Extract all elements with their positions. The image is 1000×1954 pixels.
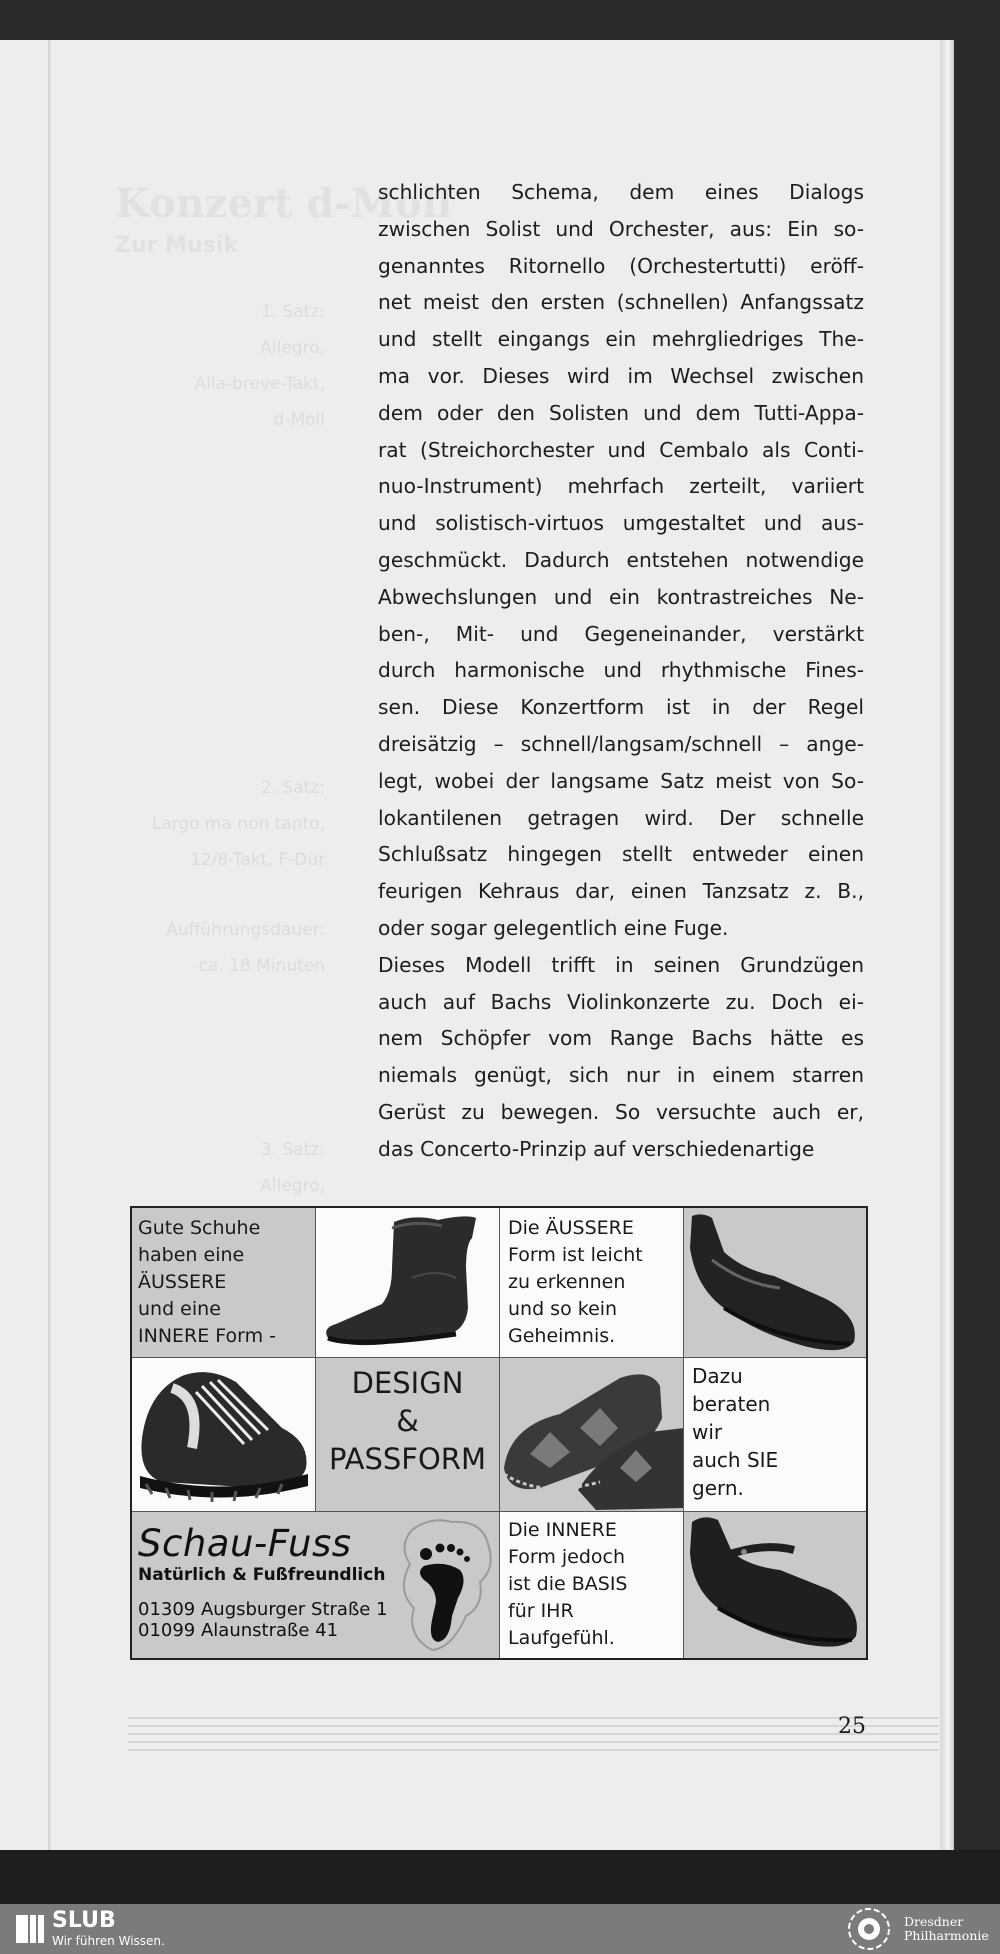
body-text-line: geschmückt. Dadurch entstehen notwendige — [378, 547, 864, 572]
ad-intro-cell — [132, 1208, 316, 1358]
partner-name: Dresdner Philharmonie — [904, 1914, 989, 1943]
body-text-line: ma vor. Dieses wird im Wechsel zwischen — [378, 363, 864, 388]
page-gutter — [48, 40, 51, 1850]
body-paragraph — [378, 174, 864, 1168]
ad-advice-text: Dazu beraten wir auch SIE gern. — [692, 1364, 779, 1500]
store-address-1: 01309 Augsburger Straße 1 — [138, 1599, 388, 1620]
body-text-line: auch auf Bachs Violinkonzerte zu. Doch ei- — [378, 989, 864, 1014]
body-text-line: das Concerto-Prinzip auf verschiedenartige — [378, 1136, 815, 1161]
body-text-line: legt, wobei der langsame Satz meist von So- — [378, 768, 864, 793]
bleed-through-subtitle: Zur Musik — [115, 233, 238, 258]
body-text-line: dem oder den Solisten und dem Tutti-Appa- — [378, 400, 864, 425]
philharmonie-logo-icon — [842, 1906, 896, 1952]
body-text-line: sen. Diese Konzertform ist in der Regel — [378, 695, 864, 720]
ad-loafer-cell — [684, 1208, 866, 1358]
body-text-line: lokantilenen getragen wird. Der schnelle — [378, 805, 864, 830]
body-text-line: nem Schöpfer vom Range Bachs hätte es — [378, 1026, 864, 1051]
body-text-line: schlichten Schema, dem eines Dialogs — [378, 180, 864, 204]
body-text-line: Abwechslungen und ein kontrastreiches Ne- — [378, 584, 864, 609]
ad-outer-form-text: Die ÄUSSERE Form ist leicht zu erkennen und so kein Geheimnis. — [508, 1217, 643, 1347]
page-edge — [940, 40, 954, 1850]
body-text-line: zwischen Solist und Orchester, aus: Ein so- — [378, 216, 864, 241]
footprint-logo — [392, 1516, 496, 1654]
body-text-line: und stellt eingangs ein mehrgliedriges The- — [378, 327, 864, 352]
body-text-line: dreisätzig – schnell/langsam/schnell – ange- — [378, 731, 864, 756]
ad-strap-shoe-cell — [684, 1512, 866, 1658]
bleed-through-movement-1: 1. Satz: Allegro, Alla-breve-Takt, d-Moll — [194, 302, 325, 430]
shoe-photo — [316, 1208, 500, 1358]
ad-slipper-cell — [500, 1358, 684, 1512]
shoe-store-advertisement — [130, 1206, 868, 1660]
bleed-through-movement-2: 2. Satz: Largo ma non tanto, 12/8-Takt, F-Dur — [151, 778, 325, 870]
ad-inner-form-text: Die INNERE Form jedoch ist die BASIS für IHR Laufgefühl. — [508, 1519, 628, 1649]
ad-brand-cell — [132, 1512, 500, 1658]
body-text-line: Dieses Modell trifft in seinen Grundzügen — [378, 952, 864, 977]
page-number: 25 — [838, 1714, 866, 1739]
store-address-2: 01099 Alaunstraße 41 — [138, 1620, 339, 1641]
ad-advice-cell — [684, 1358, 866, 1512]
body-text-line: genanntes Ritornello (Orchestertutti) eröff- — [378, 253, 864, 278]
slub-logo-icon — [14, 1913, 46, 1945]
staff-lines-decoration — [128, 1710, 938, 1760]
scan-background — [0, 1850, 1000, 1904]
body-text-line: Gerüst zu bewegen. So versuchte auch er, — [378, 1099, 864, 1124]
bleed-through-title: Konzert d-Moll — [115, 180, 453, 227]
ad-outer-form-cell — [500, 1208, 684, 1358]
ad-inner-form-cell — [500, 1512, 684, 1658]
body-text-line: und solistisch-virtuos umgestaltet und aus- — [378, 511, 864, 536]
brand-tagline: Natürlich & Fußfreundlich — [138, 1565, 386, 1585]
body-text-line: feurigen Kehraus dar, einen Tanzsatz z. B., — [378, 879, 864, 904]
body-text-line: rat (Streichorchester und Cembalo als Conti- — [378, 437, 864, 462]
library-name: SLUB — [52, 1908, 116, 1933]
bleed-through-movement-3: 3. Satz: Allegro, — [260, 1140, 325, 1196]
ad-design-cell — [316, 1358, 500, 1512]
body-text-line: niemals genügt, sich nur in einem starren — [378, 1063, 864, 1088]
body-text-line: net meist den ersten (schnellen) Anfangssatz — [378, 290, 864, 315]
shoe-photo — [684, 1208, 866, 1358]
bleed-through-duration: Aufführungsdauer: ca. 18 Minuten — [166, 920, 325, 976]
digitization-footer — [0, 1904, 1000, 1954]
brand-name: Schau-Fuss — [138, 1522, 352, 1565]
body-text-line: durch harmonische und rhythmische Fines- — [378, 658, 864, 683]
shoe-photo — [500, 1358, 684, 1512]
ad-intro-text: Gute Schuhe haben eine ÄUSSERE und eine INNERE Form - — [138, 1217, 277, 1347]
body-text-line: Schlußsatz hingegen stellt entweder einen — [378, 842, 864, 867]
shoe-photo — [132, 1358, 316, 1512]
ad-ankle-boot-cell — [316, 1208, 500, 1358]
body-text-line: oder sogar gelegentlich eine Fuge. — [378, 915, 729, 940]
ad-design-slogan: DESIGN & PASSFORM — [329, 1366, 486, 1476]
shoe-photo — [684, 1512, 866, 1658]
body-text-line: nuo-Instrument) mehrfach zerteilt, variiert — [378, 474, 864, 499]
library-tagline: Wir führen Wissen. — [52, 1934, 165, 1948]
body-text-line: ben-, Mit- und Gegeneinander, verstärkt — [378, 621, 864, 646]
ad-sneaker-cell — [132, 1358, 316, 1512]
